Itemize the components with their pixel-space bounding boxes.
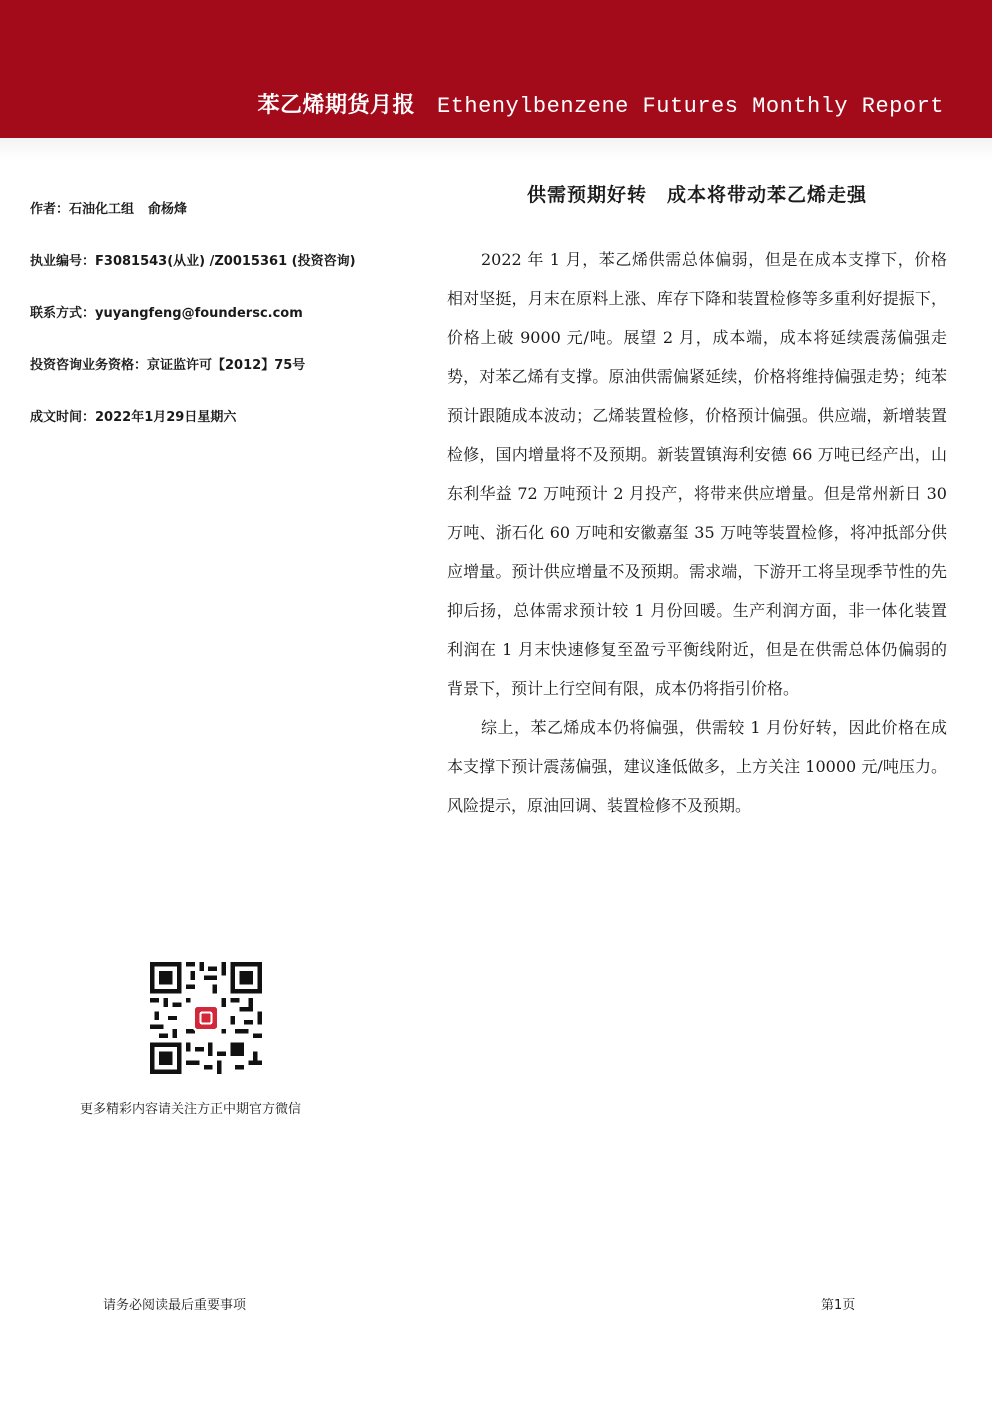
license-row xyxy=(30,252,420,304)
date-row xyxy=(30,408,420,460)
qr-caption: 更多精彩内容请关注方正中期官方微信 xyxy=(80,1102,302,1117)
article-paragraph: 综上，苯乙烯成本仍将偏强，供需较 1 月份好转，因此价格在成本支撑下预计震荡偏强，建议逢低做多，上方关注 10000 元/吨压力。风险提示，原油回调、装置检修不及预期。 xyxy=(447,718,947,815)
report-title xyxy=(258,88,945,119)
report-meta xyxy=(30,200,420,460)
headline-part2: 成本将带动苯乙烯走强 xyxy=(667,184,868,206)
contact-row xyxy=(30,304,420,356)
contact-email[interactable]: yuyangfeng@foundersc.com xyxy=(95,306,303,321)
qualification-row xyxy=(30,356,420,408)
date-value: 2022年1月29日星期六 xyxy=(95,410,237,425)
contact-label: 联系方式： xyxy=(30,306,96,321)
report-title-cn: 苯乙烯期货月报 xyxy=(257,93,416,118)
article-paragraph: 2022 年 1 月，苯乙烯供需总体偏弱，但是在成本支撑下，价格相对坚挺，月末在原料上涨、库存下降和装置检修等多重利好提振下，价格上破 9000 元/吨。展望 2 月，成本端，成本将延续震荡偏强走势，对苯乙烯有支撑。原油供需偏紧延续，价格将维持偏强走势；纯苯预计跟随成本波动；乙烯装置检修，价格预计偏强。供应端，新增装置检修，国内增量将不及预期。新装置镇海利安德 66 万吨已经产出，山东利华益 72 万吨预计 2 月投产，将带来供应增量。但是常州新日 30 万吨、浙石化 60 万吨和安徽嘉玺 35 万吨等装置检修，将冲抵部分供应增量。预计供应增量不及预期。需求端，下游开工将呈现季节性的先抑后扬，总体需求预计较 1 月份回暖。生产利润方面，非一体化装置利润在 1 月末快速修复至盈亏平衡线附近，但是在供需总体仍偏弱的背景下，预计上行空间有限，成本仍将指引价格。 xyxy=(447,250,947,698)
article-headline xyxy=(447,178,947,240)
qualification-value: 京证监许可【2012】75号 xyxy=(147,358,306,373)
author-row xyxy=(30,200,420,252)
qualification-label: 投资咨询业务资格： xyxy=(30,358,148,373)
license-value: F3081543(从业) /Z0015361 (投资咨询) xyxy=(95,254,356,269)
report-title-en: Ethenylbenzene Futures Monthly Report xyxy=(437,94,944,119)
page-number: 第1页 xyxy=(821,1298,856,1313)
author-label: 作者： xyxy=(30,202,70,217)
license-label: 执业编号： xyxy=(30,254,96,269)
date-label: 成文时间： xyxy=(30,410,96,425)
author-name: 俞杨烽 xyxy=(148,202,188,217)
header-shadow xyxy=(0,138,992,160)
author-group: 石油化工组 xyxy=(69,202,135,217)
article xyxy=(447,178,947,825)
footer-notice: 请务必阅读最后重要事项 xyxy=(103,1298,247,1313)
qr-code-icon[interactable] xyxy=(150,962,262,1074)
headline-part1: 供需预期好转 xyxy=(526,184,647,206)
